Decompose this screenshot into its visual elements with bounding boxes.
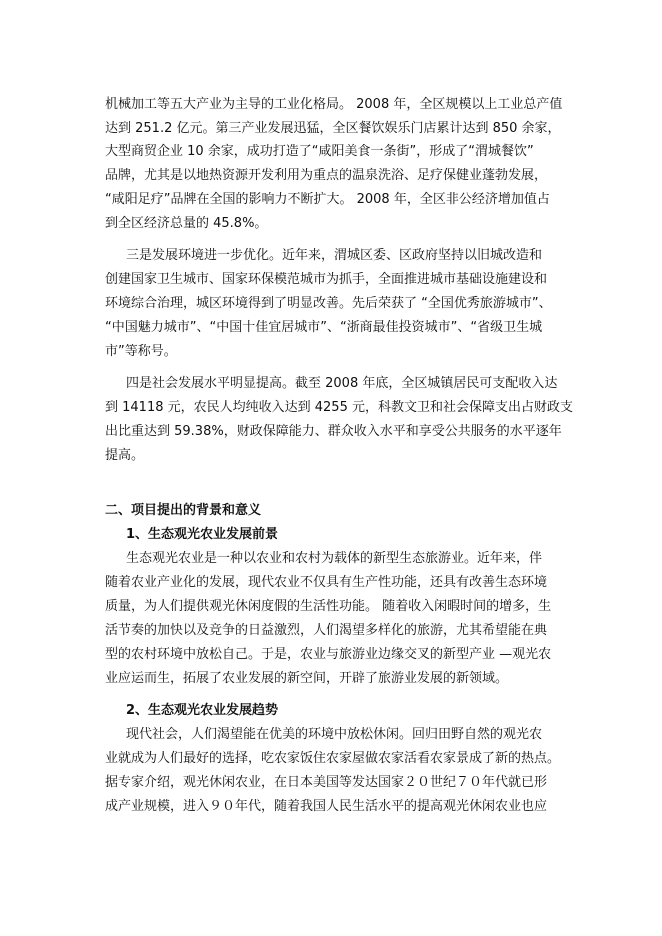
paragraph-line: 随着农业产业化的发展，现代农业不仅具有生产性功能，还具有改善生态环境 [105, 575, 548, 590]
paragraph-line: 成产业规模，进入９０年代，随着我国人民生活水平的提高观光休闲农业也应 [105, 799, 548, 814]
paragraph-line: 机械加工等五大产业为主导的工业化格局。 2008 年，全区规模以上工业总产值 [105, 97, 563, 112]
section-heading: 二、项目提出的背景和意义 [105, 503, 262, 518]
section-heading: 2、生态观光农业发展趋势 [126, 703, 279, 718]
paragraph-line: 品牌，尤其是以地热资源开发利用为重点的温泉洗浴、足疗保健业蓬勃发展， [105, 168, 548, 183]
paragraph-line: 出比重达到 59.38%，财政保障能力、群众收入水平和享受公共服务的水平逐年 [105, 424, 562, 439]
paragraph-line: 市”等称号。 [105, 344, 177, 359]
paragraph-line: “咸阳足疗”品牌在全国的影响力不断扩大。 2008 年，全区非公经济增加值占 [105, 192, 550, 207]
paragraph-line: 业应运而生，拓展了农业发展的新空间，开辟了旅游业发展的新领域。 [105, 671, 509, 686]
paragraph-line: 达到 251.2 亿元。第三产业发展迅猛，全区餐饮娱乐门店累计达到 850 余家， [105, 121, 561, 136]
paragraph-line: 环境综合治理，城区环境得到了明显改善。先后荣获了 “全国优秀旅游城市”、 [105, 296, 552, 311]
paragraph-line: 生态观光农业是一种以农业和农村为载体的新型生态旅游业。近年来，伴 [126, 551, 543, 566]
paragraph-line: 型的农村环境中放松自己。于是，农业与旅游业边缘交叉的新型产业 —观光农 [105, 647, 552, 662]
paragraph-line: 四是社会发展水平明显提高。截至 2008 年底，全区城镇居民可支配收入达 [126, 376, 558, 391]
paragraph-line: 提高。 [105, 448, 145, 463]
paragraph-line: 业就成为人们最好的选择，吃农家饭住农家屋做农家活看农家景成了新的热点。 [105, 751, 561, 766]
paragraph-line: “中国魅力城市”、“中国十佳宜居城市”、“浙商最佳投资城市”、“省级卫生城 [105, 320, 543, 335]
section-heading: 1、生态观光农业发展前景 [126, 527, 279, 542]
paragraph-line: 到全区经济总量的 45.8%。 [105, 216, 268, 231]
paragraph-line: 大型商贸企业 10 余家，成功打造了“咸阳美食一条街”，形成了“渭城餐饮” [105, 144, 534, 159]
paragraph-line: 质量，为人们提供观光休闲度假的生活性功能。 随着收入闲暇时间的增多，生 [105, 599, 552, 614]
paragraph-line: 现代社会，人们渴望能在优美的环境中放松休闲。回归田野自然的观光农 [126, 727, 543, 742]
paragraph-line: 据专家介绍，观光休闲农业，在日本美国等发达国家２０世纪７０年代就已形 [105, 775, 548, 790]
paragraph-line: 到 14118 元，农民人均纯收入达到 4255 元，科教文卫和社会保障支出占财政支 [105, 400, 573, 415]
paragraph-line: 创建国家卫生城市、国家环保模范城市为抓手，全面推进城市基础设施建设和 [105, 272, 548, 287]
paragraph-line: 活节奏的加快以及竞争的日益激烈，人们渴望多样化的旅游，尤其希望能在典 [105, 623, 548, 638]
paragraph-line: 三是发展环境进一步优化。近年来，渭城区委、区政府坚持以旧城改造和 [126, 248, 543, 263]
